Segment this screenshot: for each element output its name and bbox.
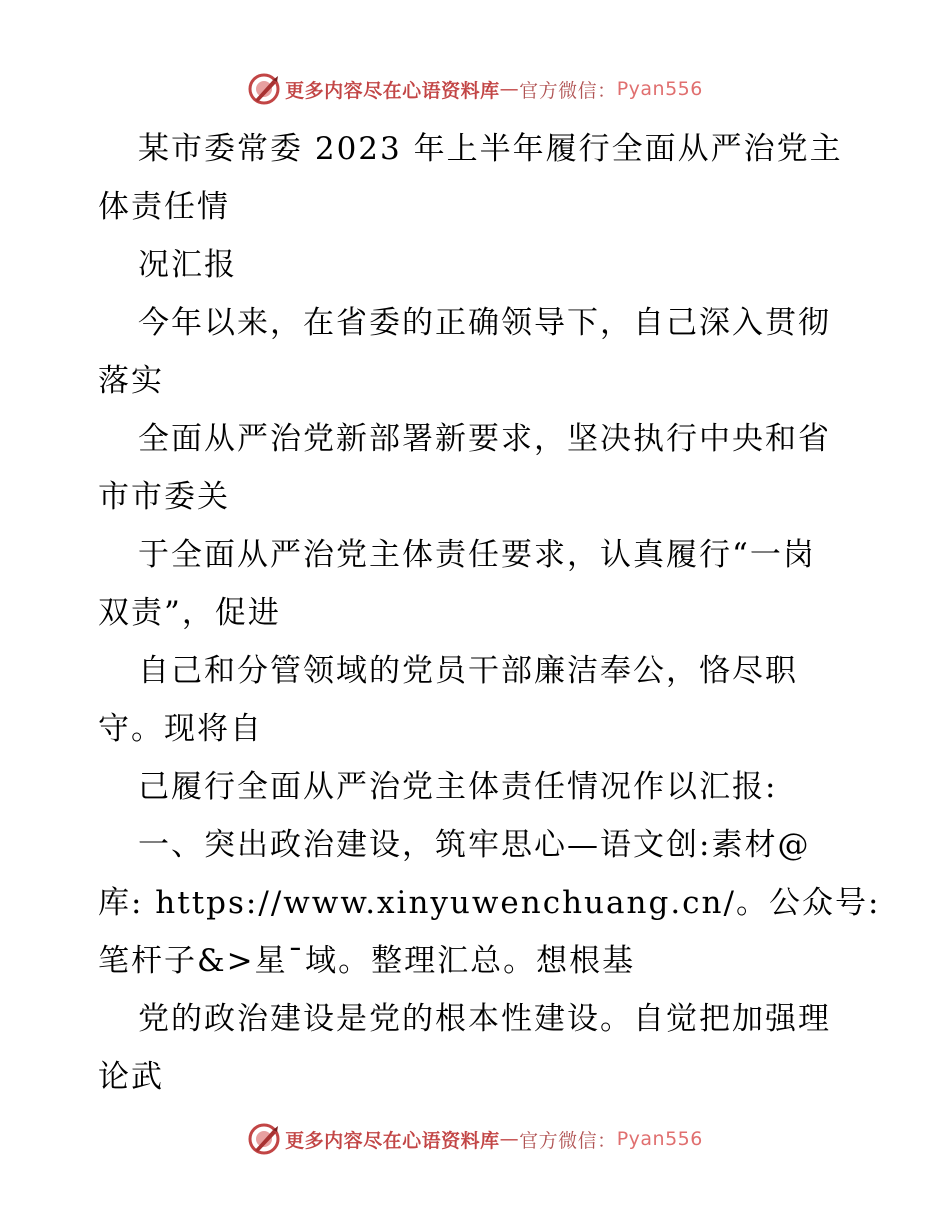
watermark-label: 官方微信： (519, 1129, 617, 1152)
text-line: 于全面从严治党主体责任要求，认真履行“一岗 (138, 537, 816, 573)
text-line: 况汇报 (138, 247, 237, 283)
text-line: 论武 (98, 1059, 164, 1095)
watermark-label: 官方微信： (519, 79, 617, 102)
pen-logo-icon (247, 72, 281, 106)
watermark-id: Pyan556 (616, 1128, 703, 1150)
text-line: 某市委常委 2023 年上半年履行全面从严治党主 (138, 131, 843, 167)
pen-logo-icon (247, 1122, 281, 1156)
text-line: 库: https://www.xinyuwenchuang.cn/。公众号: (98, 885, 881, 921)
watermark-id: Pyan556 (616, 78, 703, 100)
text-line: 一、突出政治建设，筑牢思心—语文创:素材@ (138, 827, 811, 863)
text-line: 笔杆子&>星¯域。整理汇总。想根基 (98, 943, 636, 979)
header-watermark (0, 72, 950, 106)
document-body (98, 120, 881, 1106)
text-line: 市市委关 (98, 479, 230, 515)
text-line: 今年以来，在省委的正确领导下，自己深入贯彻 (138, 305, 831, 341)
watermark-main-text: 更多内容尽在心语资料库 (285, 79, 500, 102)
footer-watermark (0, 1122, 950, 1156)
text-line: 自己和分管领域的党员干部廉洁奉公，恪尽职 (138, 653, 798, 689)
watermark-dash: — (499, 78, 520, 100)
text-line: 双责”，促进 (98, 595, 281, 631)
text-line: 己履行全面从严治党主体责任情况作以汇报: (138, 769, 778, 805)
text-line: 全面从严治党新部署新要求，坚决执行中央和省 (138, 421, 831, 457)
text-line: 党的政治建设是党的根本性建设。自觉把加强理 (138, 1001, 831, 1037)
text-line: 守。现将自 (98, 711, 263, 747)
watermark-main-text: 更多内容尽在心语资料库 (285, 1129, 500, 1152)
watermark-dash: — (499, 1128, 520, 1150)
text-line: 落实 (98, 363, 164, 399)
text-line: 体责任情 (98, 189, 230, 225)
